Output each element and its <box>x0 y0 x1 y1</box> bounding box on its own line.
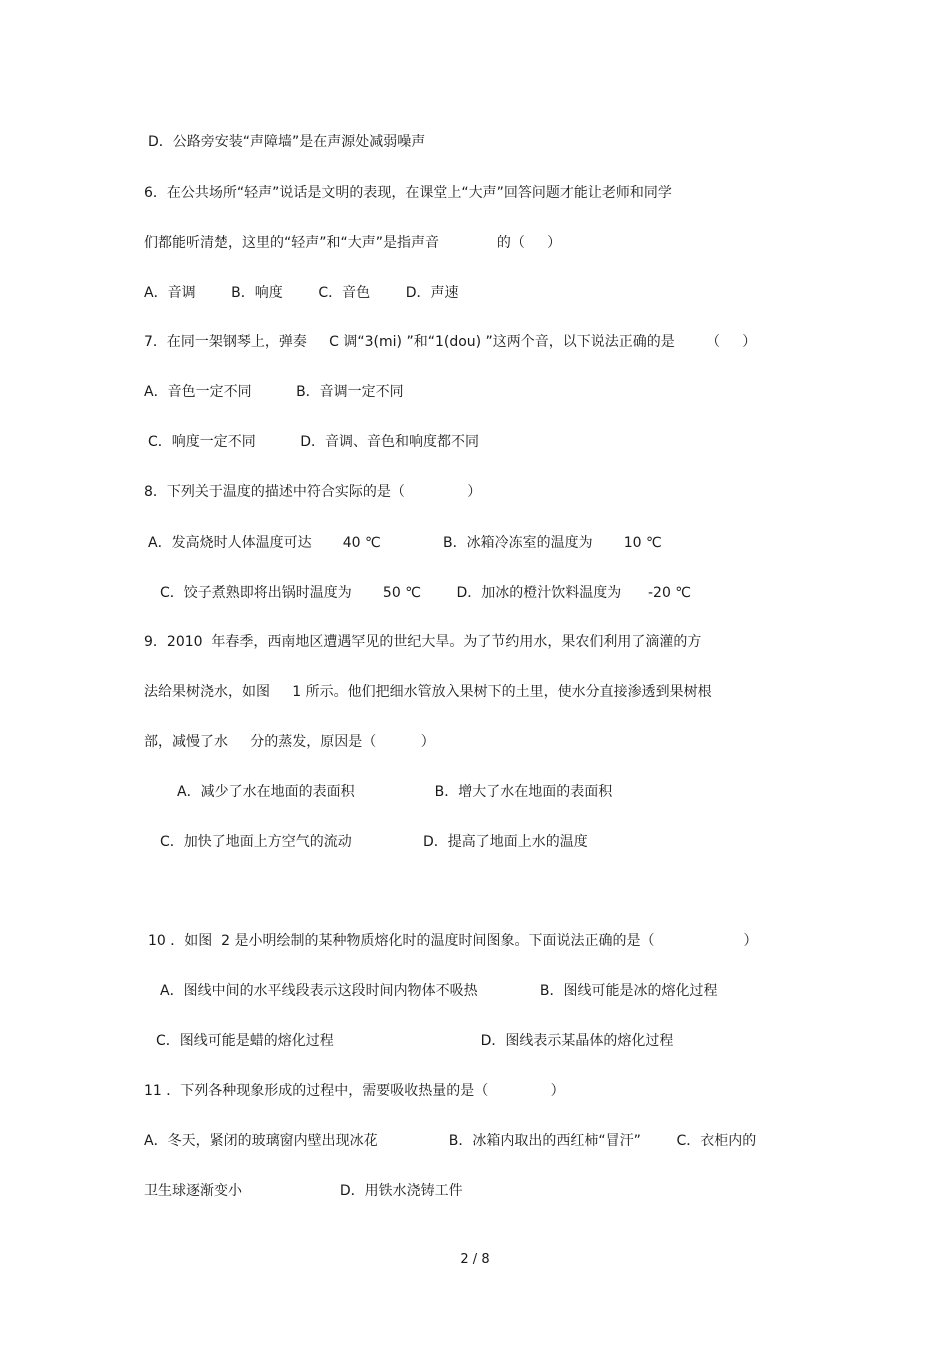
q11-stem: 11 ．下列各种现象形成的过程中，需要吸收热量的是（ ） <box>144 1083 565 1099</box>
q7-stem: 7．在同一架钢琴上，弹奏 C 调“3(mi) ”和“1(dou) ”这两个音，以下说法正确的是 （ ） <box>144 334 757 350</box>
q10-options-ab: A．图线中间的水平线段表示这段时间内物体不吸热 B．图线可能是冰的熔化过程 <box>160 983 718 999</box>
q9-stem-line-2: 法给果树浇水，如图 1 所示。他们把细水管放入果树下的土里，使水分直接渗透到果树根 <box>144 684 712 700</box>
q6-options: A．音调 B．响度 C．音色 D．声速 <box>144 285 459 301</box>
q9-options-cd: C．加快了地面上方空气的流动 D．提高了地面上水的温度 <box>160 834 588 850</box>
q8-options-ab: A．发高烧时人体温度可达 40 ℃ B．冰箱冷冻室的温度为 10 ℃ <box>148 535 662 551</box>
q11-options-line-1: A．冬天，紧闭的玻璃窗内壁出现冰花 B．冰箱内取出的西红柿“冒汗” C．衣柜内的 <box>144 1133 757 1149</box>
q9-stem-line-3: 部，减慢了水 分的蒸发，原因是（ ） <box>144 734 435 750</box>
page-number: 2 / 8 <box>460 1252 490 1267</box>
q7-options-cd: C．响度一定不同 D．音调、音色和响度都不同 <box>148 434 480 450</box>
q7-options-ab: A．音色一定不同 B．音调一定不同 <box>144 384 404 400</box>
q10-options-cd: C．图线可能是蜡的熔化过程 D．图线表示某晶体的熔化过程 <box>156 1033 674 1049</box>
q11-options-line-2: 卫生球逐渐变小 D．用铁水浇铸工件 <box>144 1183 463 1199</box>
q6-stem-line-1: 6．在公共场所“轻声”说话是文明的表现，在课堂上“大声”回答问题才能让老师和同学 <box>144 185 672 201</box>
q10-stem: 10 ．如图 2 是小明绘制的某种物质熔化时的温度时间图象。下面说法正确的是（ ） <box>148 933 758 949</box>
q6-stem-line-2: 们都能听清楚，这里的“轻声”和“大声”是指声音 的（ ） <box>144 235 562 251</box>
q9-options-ab: A．减少了水在地面的表面积 B．增大了水在地面的表面积 <box>177 784 613 800</box>
q8-options-cd: C．饺子煮熟即将出锅时温度为 50 ℃ D．加冰的橙汁饮料温度为 -20 ℃ <box>160 585 692 601</box>
q5-option-d: D．公路旁安装“声障墙”是在声源处减弱噪声 <box>148 134 426 150</box>
q8-stem: 8．下列关于温度的描述中符合实际的是（ ） <box>144 484 482 500</box>
q9-stem-line-1: 9．2010 年春季，西南地区遭遇罕见的世纪大旱。为了节约用水，果农们利用了滴灌的方 <box>144 634 702 650</box>
